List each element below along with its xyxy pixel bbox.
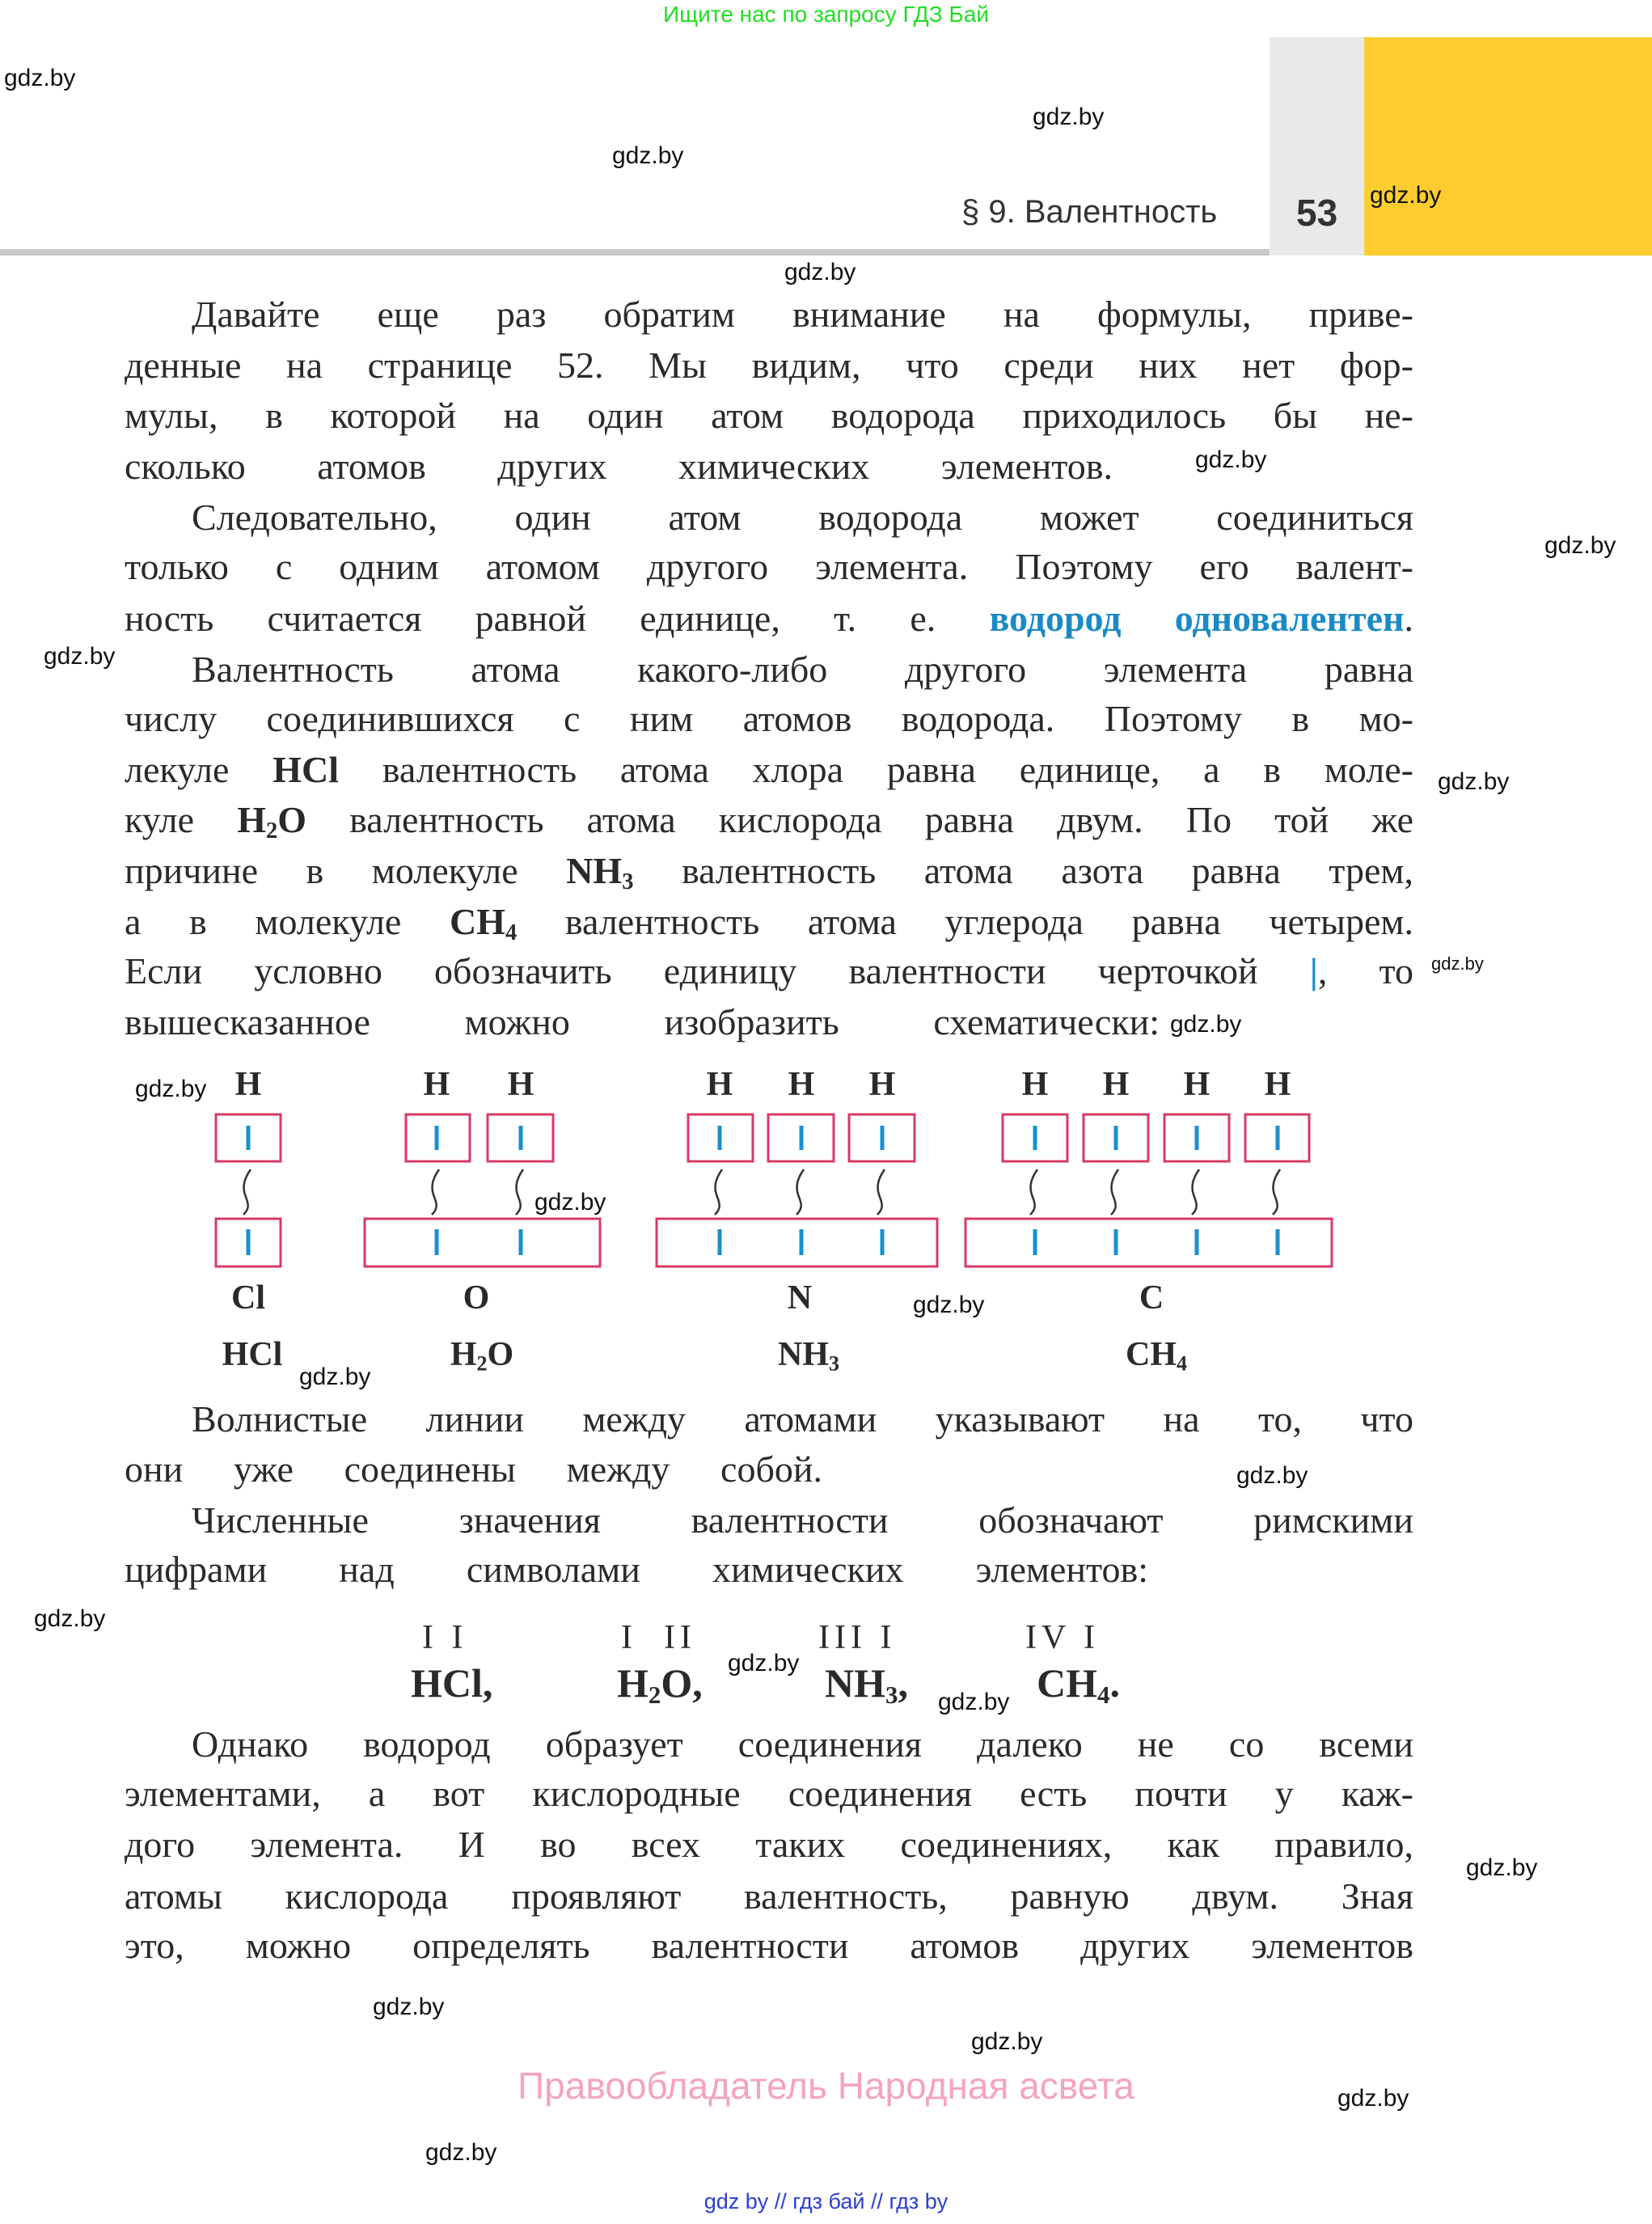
- text-line: Давайте еще раз обратим внимание на формулы, приве-: [192, 294, 1413, 335]
- subscript: 2: [265, 818, 278, 844]
- watermark: gdz.by: [425, 2139, 497, 2166]
- watermark: gdz.by: [971, 2028, 1043, 2055]
- symbol: O: [487, 1336, 514, 1373]
- wavy-bond: [1273, 1169, 1280, 1215]
- text: лекуле: [125, 749, 273, 790]
- text-line: Однако водород образует соединения далеко не со всеми: [192, 1723, 1413, 1765]
- valence-formula: [617, 1660, 703, 1709]
- symbol: CH: [1125, 1336, 1177, 1373]
- wavy-bond: [1111, 1169, 1118, 1215]
- text: .: [1404, 598, 1413, 639]
- watermark: gdz.by: [612, 142, 684, 169]
- wavy-bond: [1192, 1169, 1199, 1215]
- text-line: они уже соединены между собой.: [125, 1448, 822, 1490]
- text-line: денные на странице 52. Мы видим, что среди них нет фор-: [125, 345, 1413, 386]
- text: а в молекуле: [125, 901, 450, 942]
- formula-hcl: HCl: [273, 749, 339, 790]
- watermark: gdz.by: [44, 643, 116, 670]
- valence-formula: [825, 1660, 908, 1709]
- watermark: gdz.by: [135, 1076, 207, 1102]
- text: валентность атома хлора равна единице, а в моле-: [338, 749, 1413, 790]
- text: валентность атома углерода равна четырем.: [517, 901, 1413, 942]
- hydrogen-label: H: [1183, 1066, 1210, 1103]
- watermark: gdz.by: [938, 1689, 1010, 1715]
- element-label-cl: Cl: [231, 1279, 265, 1317]
- text-line: числу соединившихся с ним атомов водорода. Поэтому в мо-: [125, 698, 1413, 739]
- text: Если условно обозначить единицу валентности черточкой: [125, 950, 1310, 991]
- element-label-c: C: [1139, 1279, 1164, 1317]
- element-label-n: N: [787, 1279, 813, 1317]
- text-line: атомы кислорода проявляют валентность, равную двум. Зная: [125, 1875, 1413, 1917]
- subscript: 2: [476, 1351, 488, 1376]
- valence-numerals: I II: [621, 1619, 696, 1656]
- symbol: H: [617, 1660, 649, 1706]
- valence-formula: [1037, 1660, 1120, 1709]
- diagram-formula: [1125, 1336, 1188, 1376]
- wavy-bond: [1030, 1169, 1037, 1215]
- watermark: gdz.by: [1337, 2085, 1409, 2112]
- valence-numerals: IV I: [1025, 1619, 1101, 1656]
- valence-numerals: III I: [818, 1619, 897, 1656]
- hydrogen-label: H: [234, 1066, 262, 1103]
- symbol: ,: [898, 1660, 908, 1706]
- subscript: 2: [648, 1680, 661, 1709]
- section-title: § 9. Валентность: [961, 194, 1218, 230]
- text-line: только с одним атомом другого элемента. Поэтому его валент-: [125, 546, 1413, 587]
- symbol: CH: [450, 901, 505, 942]
- footer-links[interactable]: gdz by // гдз бай // гдз by: [703, 2189, 949, 2213]
- watermark: gdz.by: [784, 259, 856, 285]
- hydrogen-label: H: [1021, 1066, 1049, 1103]
- watermark: gdz.by: [913, 1292, 985, 1318]
- watermark: gdz.by: [299, 1364, 371, 1390]
- symbol: NH: [777, 1336, 829, 1373]
- o-box: [365, 1219, 600, 1266]
- symbol: H: [450, 1336, 477, 1373]
- page-number: 53: [1296, 192, 1338, 234]
- valence-numerals: I I: [422, 1619, 468, 1656]
- subscript: 4: [1176, 1351, 1188, 1376]
- text-line: элементами, а вот кислородные соединения есть почти у каж-: [125, 1773, 1413, 1814]
- diagram-formula: [222, 1338, 283, 1372]
- watermark: gdz.by: [1544, 532, 1616, 559]
- symbol: NH: [566, 850, 623, 891]
- watermark: gdz.by: [1466, 1854, 1538, 1881]
- text-line: дого элемента. И во всех таких соединениях, как правило,: [125, 1824, 1413, 1865]
- hydrogen-label: H: [1102, 1066, 1130, 1103]
- subscript: 3: [622, 869, 634, 895]
- watermark: gdz.by: [34, 1605, 106, 1632]
- text: причине в молекуле: [125, 850, 567, 891]
- watermark: gdz.by: [1236, 1462, 1308, 1489]
- wavy-bond: [877, 1169, 885, 1215]
- text-line: Валентность атома какого-либо другого элемента равна: [192, 649, 1413, 690]
- watermark: gdz.by: [1170, 1011, 1242, 1038]
- subscript: 4: [1097, 1680, 1110, 1709]
- symbol: .: [1109, 1660, 1120, 1706]
- wavy-bond: [715, 1169, 722, 1215]
- hydrogen-label: H: [868, 1066, 896, 1103]
- hydrogen-label: H: [423, 1066, 450, 1103]
- watermark: gdz.by: [728, 1650, 800, 1676]
- diagram-formula: [450, 1336, 514, 1376]
- watermark: gdz.by: [534, 1189, 606, 1216]
- text-line: сколько атомов других химических элементов.: [125, 446, 1113, 487]
- key-term: водород одновалентен: [989, 598, 1405, 639]
- symbol: HCl: [222, 1336, 283, 1373]
- subscript: 4: [505, 920, 518, 946]
- watermark: gdz.by: [373, 1994, 445, 2020]
- watermark: gdz.by: [1033, 104, 1105, 130]
- symbol: O,: [661, 1660, 703, 1706]
- top-search-note: Ищите нас по запросу ГДЗ Бай: [662, 2, 990, 27]
- text: валентность атома азота равна трем,: [633, 850, 1413, 891]
- text: валентность атома кислорода равна двум. По той же: [306, 799, 1413, 840]
- text-line: Волнистые линии между атомами указывают на то, что: [192, 1398, 1413, 1440]
- watermark: gdz.by: [4, 65, 76, 91]
- watermark: gdz.by: [1431, 953, 1484, 974]
- n-box: [657, 1219, 937, 1266]
- text: куле: [125, 799, 238, 840]
- wavy-bond: [432, 1169, 439, 1215]
- text-line: цифрами над символами химических элементов:: [125, 1549, 1148, 1590]
- valence-bar-symbol: |: [1309, 950, 1318, 991]
- hydrogen-label: H: [706, 1066, 733, 1103]
- hydrogen-label: H: [788, 1066, 815, 1103]
- wavy-bond: [516, 1169, 523, 1215]
- text-line: Следовательно, один атом водорода может соединиться: [192, 497, 1413, 538]
- copyright-note: Правообладатель Народная асвета: [518, 2065, 1134, 2107]
- watermark: gdz.by: [1438, 768, 1510, 795]
- symbol: O: [277, 799, 307, 840]
- subscript: 3: [885, 1680, 898, 1709]
- hydrogen-label: H: [1264, 1066, 1291, 1103]
- symbol: NH: [825, 1660, 885, 1706]
- valence-formula: [411, 1660, 493, 1706]
- symbol: HCl,: [411, 1660, 493, 1706]
- watermark: gdz.by: [1195, 446, 1267, 473]
- wavy-bond: [796, 1169, 804, 1215]
- text: ность считается равной единице, т. е.: [125, 598, 990, 639]
- subscript: 3: [828, 1351, 840, 1376]
- text: , то: [1317, 950, 1413, 991]
- hydrogen-label: H: [507, 1066, 534, 1103]
- wavy-bond: [243, 1169, 251, 1215]
- watermark: gdz.by: [1370, 182, 1442, 209]
- text-line: Численные значения валентности обозначают римскими: [192, 1499, 1413, 1541]
- symbol: H: [237, 799, 266, 840]
- text-line: вышесказанное можно изобразить схематически:: [125, 1001, 1160, 1042]
- symbol: CH: [1037, 1660, 1097, 1706]
- element-label-o: O: [463, 1279, 490, 1317]
- text-line: это, можно определять валентности атомов других элементов: [125, 1925, 1413, 1966]
- diagram-formula: [777, 1336, 840, 1376]
- text-line: мулы, в которой на один атом водорода приходилось бы не-: [125, 395, 1413, 436]
